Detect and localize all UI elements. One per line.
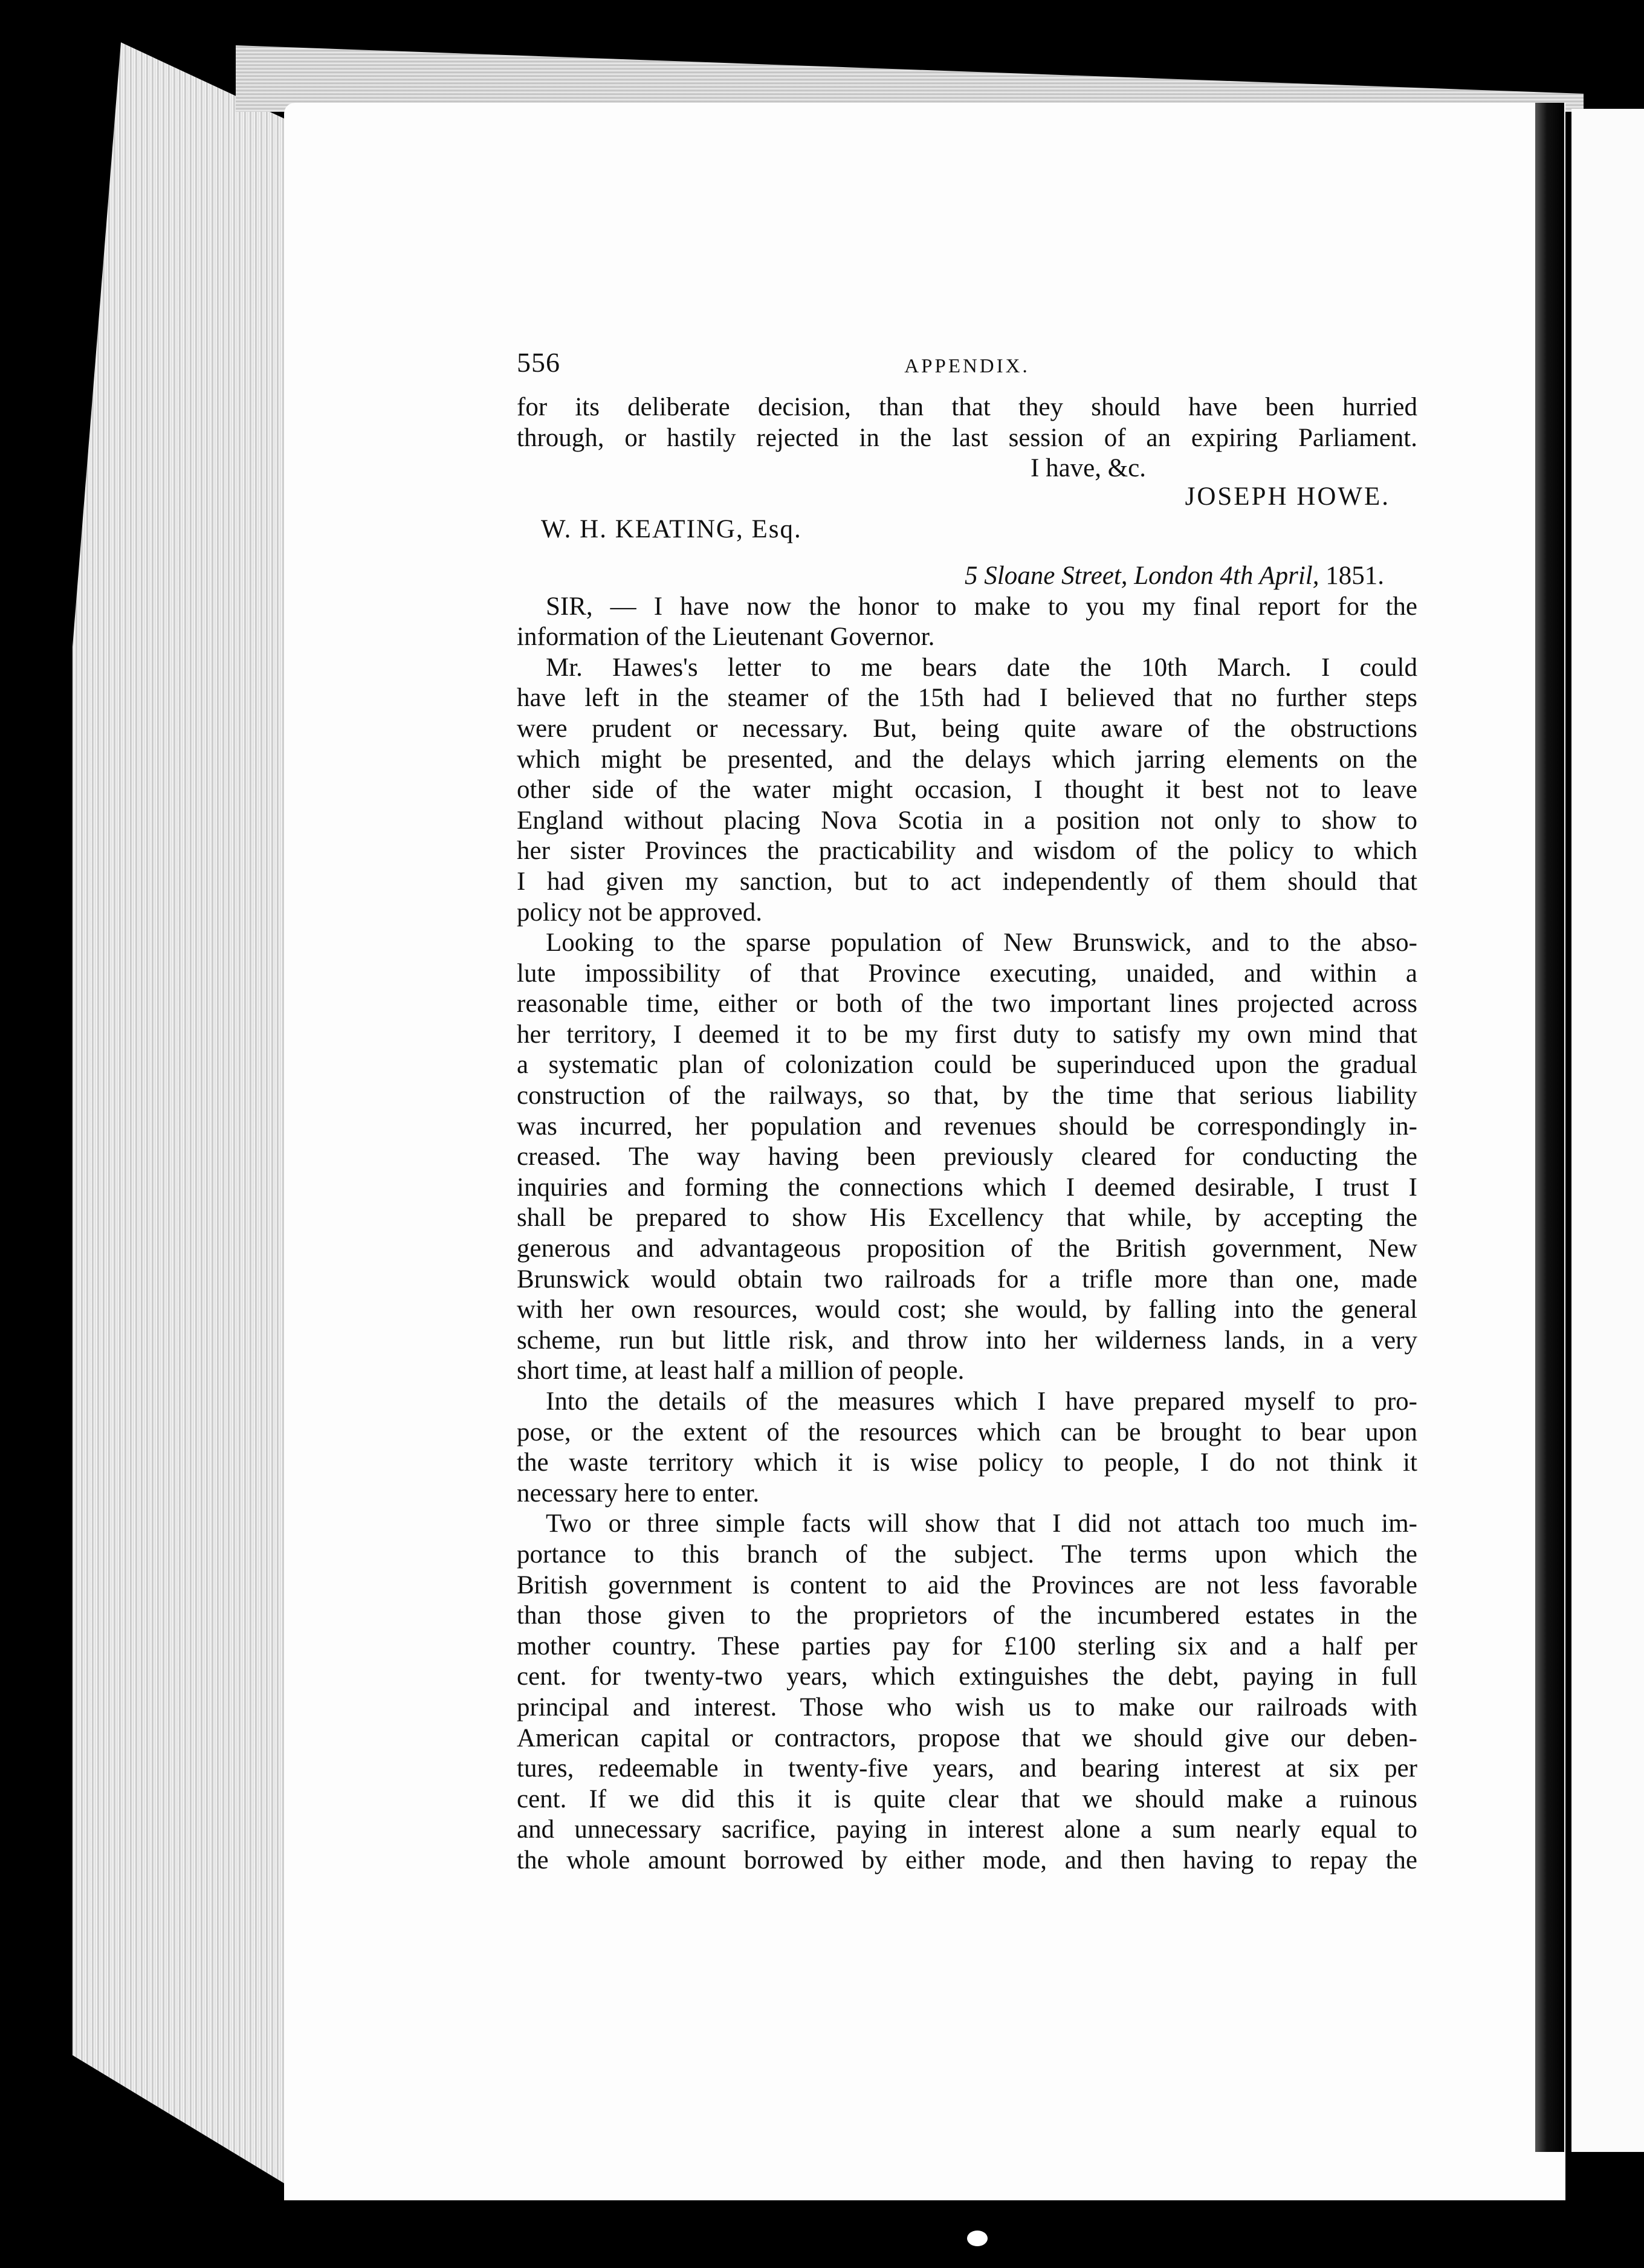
- paragraph: [517, 1387, 1417, 1509]
- text-line: other side of the water might occasion, I thought it best not to leave: [517, 776, 1417, 805]
- page-text: [517, 348, 1417, 1876]
- text-line: inquiries and forming the connections which I deemed desirable, I trust I: [517, 1173, 1417, 1202]
- paragraph: [517, 592, 1417, 653]
- text-line: reasonable time, either or both of the two important lines projected across: [517, 990, 1417, 1019]
- letter-signature: JOSEPH HOWE.: [1185, 482, 1390, 511]
- running-head: APPENDIX.: [904, 355, 1030, 377]
- text-line: which might be presented, and the delays which jarring elements on the: [517, 745, 1417, 774]
- text-line: cent. for twenty-two years, which extinguishes the debt, paying in full: [517, 1662, 1417, 1691]
- text-line: were prudent or necessary. But, being quite aware of the obstructions: [517, 714, 1417, 743]
- text-line: lute impossibility of that Province executing, unaided, and within a: [517, 959, 1417, 988]
- text-line: generous and advantageous proposition of the British government, New: [517, 1234, 1417, 1263]
- text-line: for its deliberate decision, than that they should have been hurried: [517, 393, 1417, 421]
- text-line: was incurred, her population and revenues should be correspondingly in-: [517, 1112, 1417, 1141]
- text-line: have left in the steamer of the 15th had I believed that no further steps: [517, 684, 1417, 713]
- text-line: a systematic plan of colonization could be superinduced upon the gradual: [517, 1051, 1417, 1080]
- paragraph: [517, 653, 1417, 928]
- text-line: her sister Provinces the practicability and wisdom of the policy to which: [517, 837, 1417, 866]
- text-line: shall be prepared to show His Excellency that while, by accepting the: [517, 1204, 1417, 1233]
- text-line: creased. The way having been previously cleared for conducting the: [517, 1142, 1417, 1171]
- text-line: portance to this branch of the subject. The terms upon which the: [517, 1540, 1417, 1569]
- text-line: the whole amount borrowed by either mode, and then having to repay the: [517, 1845, 1417, 1874]
- text-line: American capital or contractors, propose that we should give our deben-: [517, 1723, 1417, 1752]
- page-number: 556: [517, 347, 560, 378]
- facing-page-edge: [1571, 109, 1644, 2152]
- text-line: cent. If we did this it is quite clear that we should make a ruinous: [517, 1784, 1417, 1813]
- text-line: England without placing Nova Scotia in a position not only to show to: [517, 806, 1417, 835]
- text-line: than those given to the proprietors of the incumbered estates in the: [517, 1601, 1417, 1630]
- text-line: Two or three simple facts will show that I did not attach too much im-: [546, 1509, 1417, 1538]
- text-line: construction of the railways, so that, by the time that serious liability: [517, 1081, 1417, 1110]
- page-header: [517, 348, 1417, 392]
- dateline-year: 1851.: [1325, 561, 1384, 590]
- text-line: with her own resources, would cost; she would, by falling into the general: [517, 1295, 1417, 1324]
- letter-addressee: W. H. KEATING, Esq.: [541, 515, 802, 544]
- text-line: Into the details of the measures which I have prepared myself to pro-: [546, 1387, 1417, 1416]
- text-line: Looking to the sparse population of New Brunswick, and to the abso-: [546, 928, 1417, 957]
- text-line: mother country. These parties pay for £100 sterling six and a half per: [517, 1631, 1417, 1660]
- letter-dateline: [517, 561, 1417, 592]
- paragraph: [517, 1509, 1417, 1876]
- paper-speck: [967, 2231, 988, 2246]
- letter-body: [517, 592, 1417, 1876]
- text-line: pose, or the extent of the resources which can be brought to bear upon: [517, 1418, 1417, 1447]
- text-line: information of the Lieutenant Governor.: [517, 623, 935, 652]
- text-line: SIR, — I have now the honor to make to you my final report for the: [546, 592, 1417, 621]
- text-line: the waste territory which it is wise policy to people, I do not think it: [517, 1448, 1417, 1477]
- text-line: tures, redeemable in twenty-five years, and bearing interest at six per: [517, 1754, 1417, 1783]
- text-line: Mr. Hawes's letter to me bears date the 10th March. I could: [546, 653, 1417, 682]
- text-line: short time, at least half a million of people.: [517, 1356, 965, 1385]
- text-line: scheme, run but little risk, and throw into her wilderness lands, in a very: [517, 1326, 1417, 1355]
- letter-end: [517, 392, 1417, 545]
- text-line: British government is content to aid the Provinces are not less favorable: [517, 1570, 1417, 1599]
- dateline-place: 5 Sloane Street, London 4th April,: [965, 561, 1319, 590]
- paragraph: [517, 928, 1417, 1387]
- letter-closing: I have, &c.: [1031, 454, 1147, 483]
- text-line: policy not be approved.: [517, 898, 763, 927]
- text-line: her territory, I deemed it to be my first duty to satisfy my own mind that: [517, 1020, 1417, 1049]
- text-line: Brunswick would obtain two railroads for a trifle more than one, made: [517, 1265, 1417, 1294]
- text-line: necessary here to enter.: [517, 1479, 760, 1508]
- book-top-edge: [236, 45, 1584, 112]
- text-line: I had given my sanction, but to act independently of them should that: [517, 867, 1417, 896]
- text-line: principal and interest. Those who wish us to make our railroads with: [517, 1693, 1417, 1722]
- book-gutter: [1535, 103, 1564, 2152]
- book-page-edges: [73, 42, 302, 2194]
- text-line: through, or hastily rejected in the last session of an expiring Parliament.: [517, 423, 1417, 452]
- text-line: and unnecessary sacrifice, paying in interest alone a sum nearly equal to: [517, 1815, 1417, 1844]
